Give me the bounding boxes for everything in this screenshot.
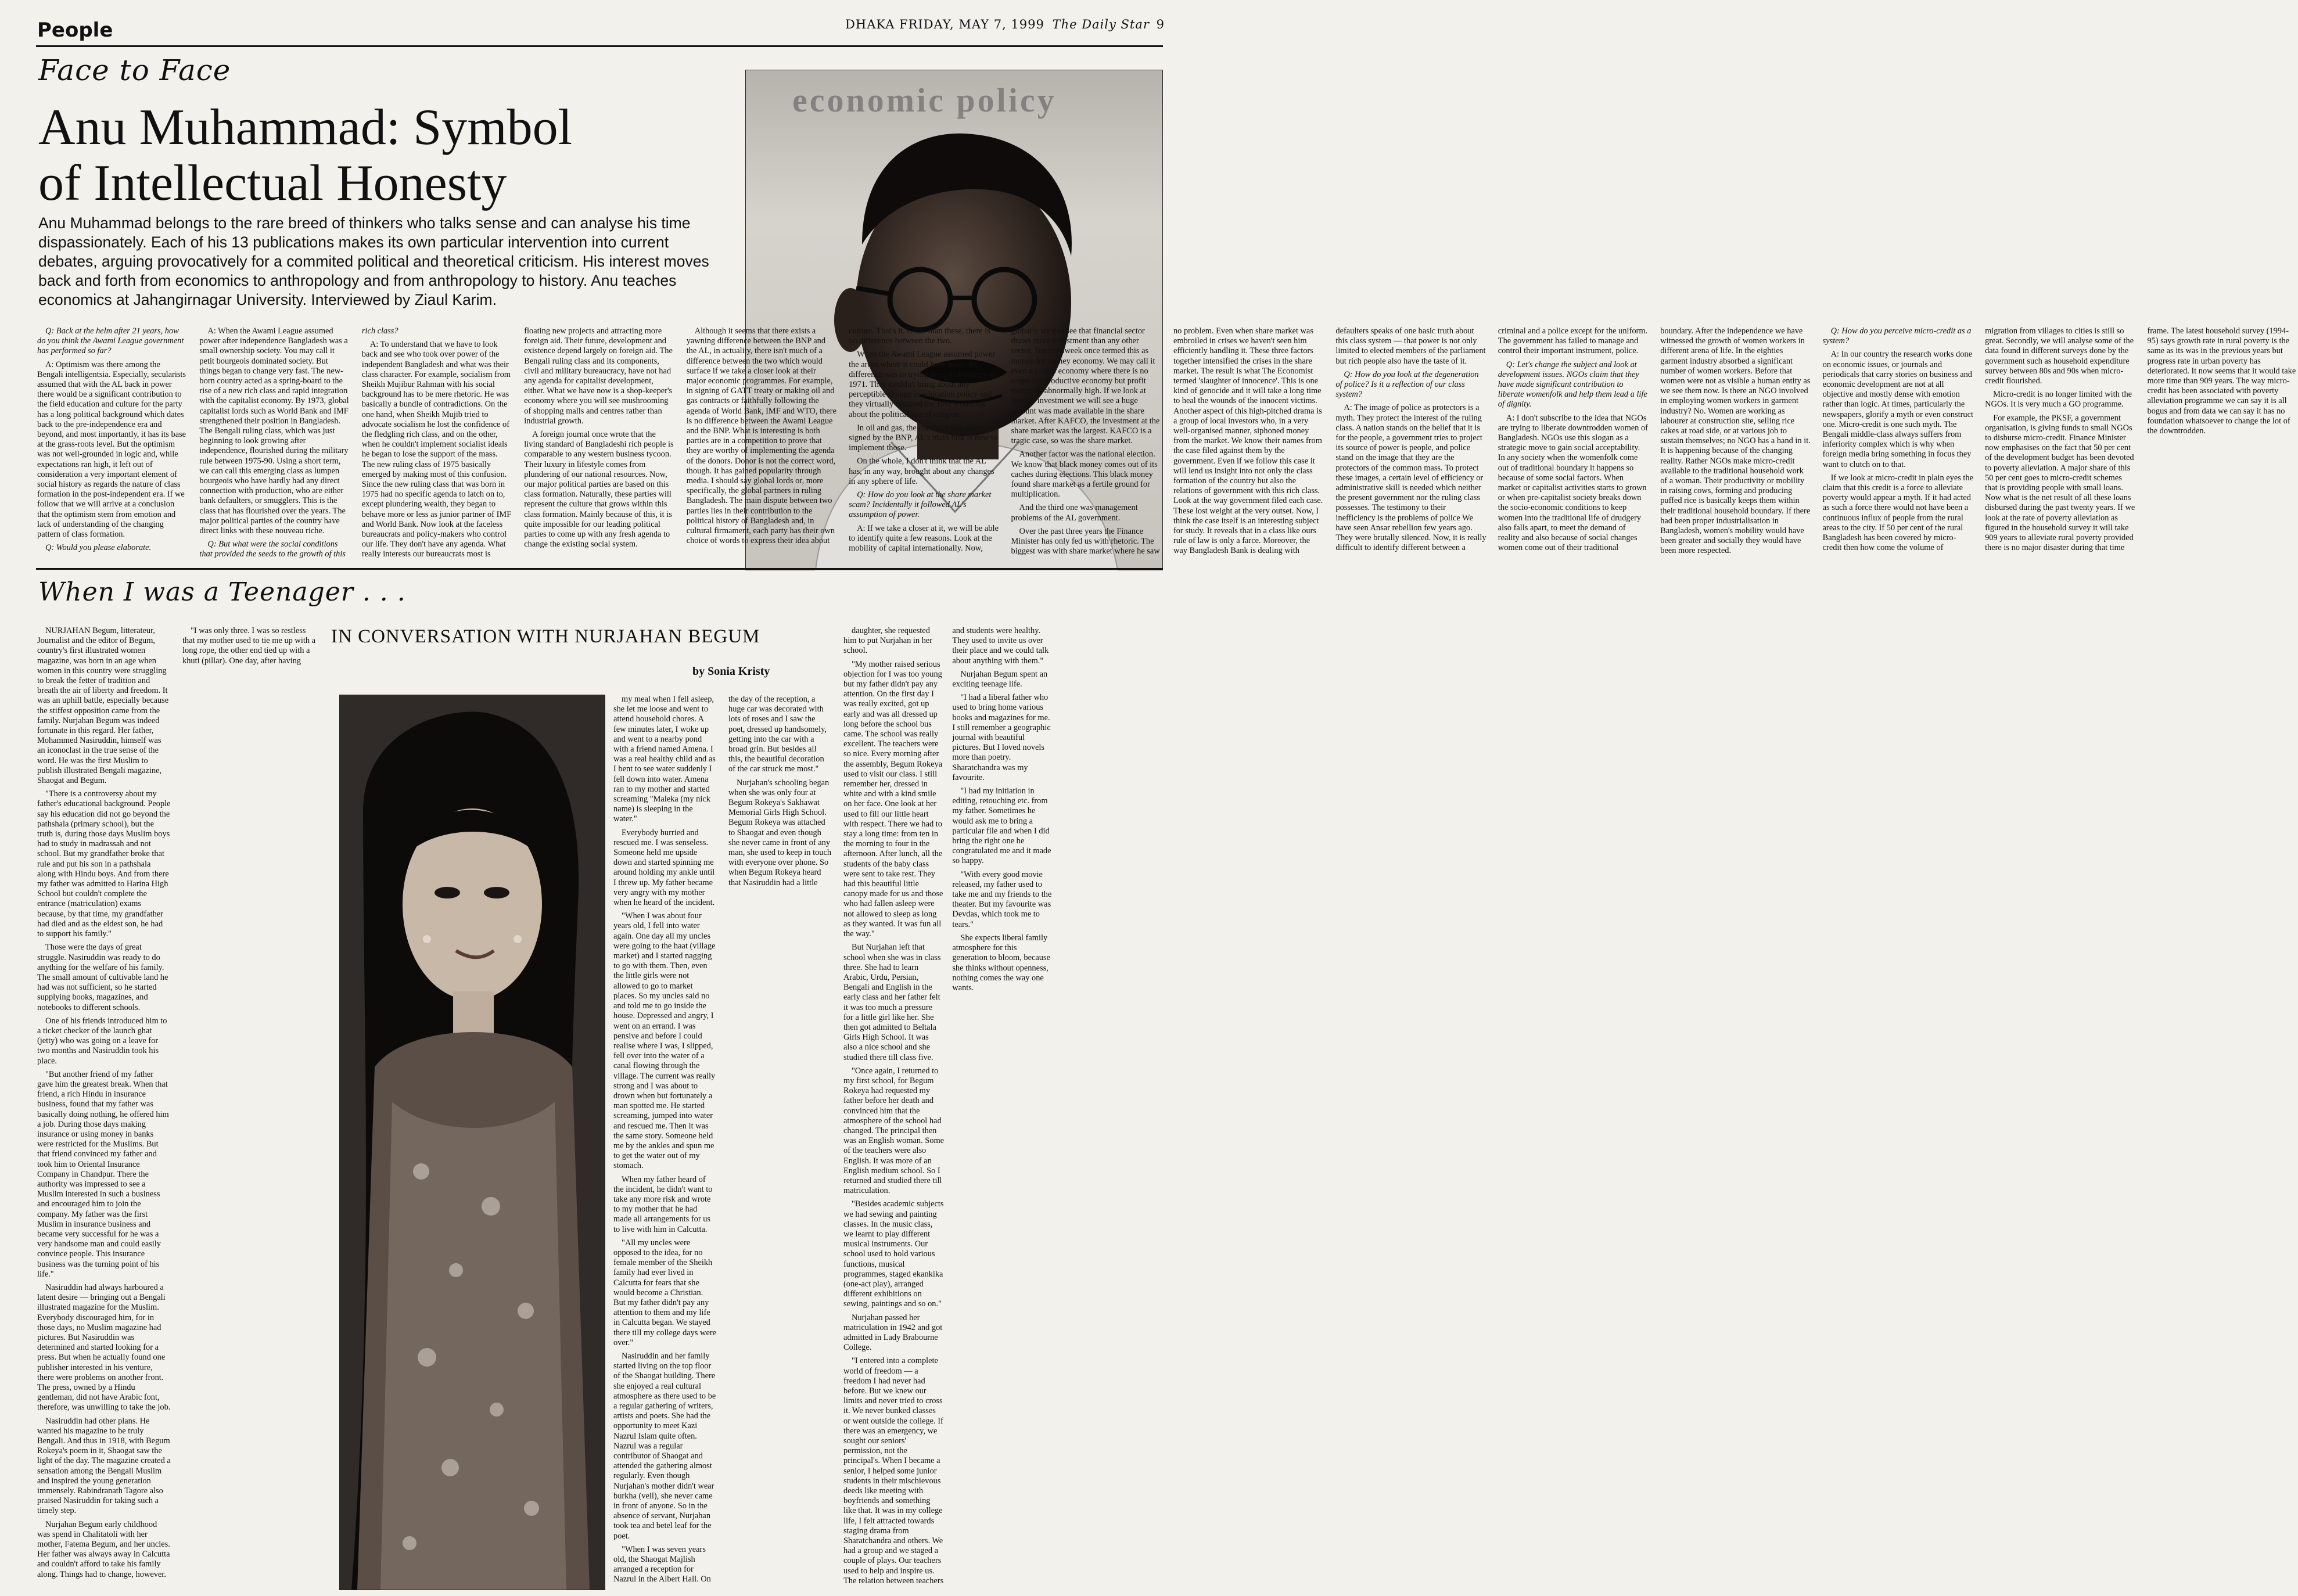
interview-paragraph: Although it seems that there exists a yawning difference between the BNP and the AL, in actuality, there isn't much of a difference between the two which would surface if we take a closer look at their major economic programmes. For example, in signing of GATT treaty or making oil and gas contracts or faithfully following the agenda of World Bank, IMF and WTO, there is no difference between the Awami League and the BNP. What is interesting is both parties are in a competition to prove that they are worthy of implementing the agenda of the donors. Donor is not the correct word, though. It has gained popularity through media. I should say global lords or, more specifically, the global partners in ruling Bangladesh. The main dispute between two parties lies in their contribution to the political history of Bangladesh and, in cultural firmament, each party has their own choice of words to express their idea about culture. That's it. Other than these, there is no difference between the two. [686,326,990,546]
teenager-left-paragraph: "But another friend of my father gave him the greatest break. When that friend, a rich Hindu in insurance business, found that my father was basically doing nothing, he offered him a job. During those days making insurance or using money in banks were restricted for the Muslims. But that friend convinced my father and took him to Oriental Insurance Company in Chandpur. There the authority was impressed to see a Muslim interested in such a business and encouraged him to join the company. My father was the first Muslim in insurance business and became very successful for he was a very handsome man and could easily convince people. This insurance business was the turning point of his life." [37,1069,169,1279]
top-rule [36,45,1163,47]
teenager-right-body [843,626,1162,1590]
interview-paragraph: A: To understand that we have to look back and see who took over power of the independent Bangladesh and what was their class character. For example, socialism from Sheikh Mujibur Rahman with his social background has to be mere rhetoric. He was basically a bundle of contradictions. On the one hand, when Sheikh Mujib tried to advocate socialism he lost the confidence of the fledgling rich class, and on the other, when he couldn't implement socialist ideals he began to lose the support of the mass. The new ruling class of 1975 basically emerged by making most of this confusion. Since the new ruling class that was born in 1975 had no specific agenda to latch on to, except plundering wealth, they began to behave more or less as junior partner of IMF and World Bank. Now look at the faceless bureaucrats and policy-makers who control our life. They don't have any agenda. What really interests our bureaucrats most is floating new projects and attracting more foreign aid. Their future, development and existence depend largely on foreign aid. The Bengali ruling class and its components, civil and military bureaucracy, have not had any agenda for capitalist development, either. What we have now is a shop-keeper's economy where you will see mushrooming of shopping malls and centres rather than industrial growth. [361,326,673,559]
teenager-left-paragraph: Those were the days of great struggle. Nasiruddin was ready to do anything for the welfare of his family. The small amount of cultivable land he had was not sufficient, so he started supplying books, magazines, and notebooks to different schools. [37,943,168,1012]
teenager-mid-paragraph: Nasiruddin and her family started living on the top floor of the Shaogat building. There she enjoyed a real cultural atmosphere as there used to be a regular gathering of writers, artists and poets. She had the opportunity to meet Kazi Nazrul Islam quite often. Nazrul was a regular contributor of Shaogat and attended the gathering almost regularly. Even though Nurjahan's mother didn't wear burkha (veil), she never came in front of anyone. So in the absence of servant, Nurjahan took tea and betel leaf for the poet. [613,1351,716,1541]
teenager-left-paragraph: "I was only three. I was so restless that my mother used to tie me up with a long rope, the other end tied up with a khuti (pillar). One day, after having [182,626,316,666]
nurjahan-begum-photo [339,695,605,1590]
interview-paragraph: Q: Back at the helm after 21 years, how do you think the Awami League government has performed so far? [37,326,184,356]
teenager-right-paragraph: "My mother raised serious objection for I was too young but my father didn't pay any attention. On the first day I was really excited, got up early and was all dressed up long before the school bus came. The school was really excellent. The teachers were so nice. Every morning after the assembly, Begum Rokeya used to visit our class. I still remember her, dressed in white and with a kind smile on her face. One look at her used to fill our little heart with respect. There we had to stay a long time: from ten in the morning to four in the afternoon. After lunch, all the students of the baby class were sent to take rest. They had this beautiful little canopy made for us and those who had fallen asleep were not allowed to sleep as long as they wanted. It was fun all the way." [843,659,943,939]
interview-paragraph: A: I don't subscribe to the idea that NGOs are trying to liberate downtrodden women of Bangladesh. NGOs use this slogan as a strategic move to gain social acceptability. In any society when the womenfolk come out of traditional boundary it happens so because of some social factors. When market or capitalist activities starts to grown or when pre-capitalist society breaks down the socio-economic conditions to keep women into the traditional life of drudgery also falls apart, to meet the demand of reality and also because of social changes women come out of their traditional boundary. After the independence we have witnessed the growth of women workers in different arena of life. In the eighties garment industry absorbed a significant number of women workers. Before that women were not as visible a human entity as we see them now. Is there an NGO involved in employing women workers in garment industry? No. Women are working as labourer at construction site, selling rice cakes at road side, or at various job to sustain themselves; no NGO has a hand in it. It is happening because of the changing reality. Rather NGOs make micro-credit available to the traditional household work of a woman. Their productivity or mobility in raising cows, forming and producing puffed rice is basically keeps them within their traditional household boundary. If there had been proper industrialisation in Bangladesh, women's mobility would have been greater and socially they would have been more respected. [1498,326,1811,556]
teenager-right-paragraph: She expects liberal family atmosphere for this generation to bloom, because she thinks without openness, nothing comes the way one wants. [952,933,1050,993]
teenager-mid-paragraph: Nurjahan's schooling began when she was only four at Begum Rokeya's Sakhawat Memorial Girls High School. Begum Rokeya was attached to Shaogat and even though she never came in front of any man, she used to keep in touch with everyone over phone. So when Begum Rokeya heard that Nasiruddin had a little [728,778,832,887]
headline-line-1: Anu Muhammad: Symbol [38,99,573,156]
photo-background-text: economic policy [792,81,1057,119]
teenager-mid-paragraph: When my father heard of the incident, he didn't want to take any more risk and wrote to my mother that he had made all arrangements for us to live with him in Calcutta. [613,1174,713,1234]
conversation-headline: IN CONVERSATION WITH NURJAHAN BEGUM [331,626,760,647]
interview-paragraph: If we look at micro-credit in plain eyes the claim that this credit is a force to alleviate poverty would appear a myth. If it had acted as such a force there would not have been a continuous influx of people from the rural areas to the city. If 50 per cent of the rural Bangladesh has been covered by micro-credit then how come the volume of migration from villages to cities is still so great. Secondly, we will analyse some of the data found in different surveys done by the government such as household expenditure survey between 80s and 90s when micro-credit flourished. [1822,326,2134,553]
teenager-left-paragraph: NURJAHAN Begum, litterateur, Journalist and the editor of Begum, country's first illustrated women magazine, was born in an age when women in this country were struggling to break the fetter of tradition and breath the air of liberty and freedom. It was an uphill battle, especially because the stiffest opposition came from the family. Nurjahan Begum was indeed fortunate in this regard. Her father, Mohammed Nasiruddin, himself was an iconoclast in the true sense of the word. He was the first Muslim to publish illustrated Bengali magazine, Shaogat and Begum. [37,626,169,786]
interview-paragraph: On the whole, I don't think that the AL has, in any way, brought about any changes in any sphere of life. [849,456,994,486]
paper-name: The Daily Star [1052,17,1150,31]
byline: by Sonia Kristy [692,665,770,678]
teenager-middle-body [613,695,832,1590]
teenager-left-paragraph: Nurjahan Begum early childhood was spend in Chalitatoli with her mother, Fatema Begum, and her uncles. Her father was always away in Calcutta and couldn't afford to take his family along. Things had to change, however. [37,1519,170,1579]
dateline [845,17,1165,31]
teenager-right-paragraph: Nurjahan passed her matriculation in 1942 and got admitted in Lady Brabourne College. [843,1313,943,1353]
teenager-right-paragraph: "I had my initiation in editing, retouching etc. from my father. Sometimes he would ask me to bring a particular file and when I did bring the right one he congratulated me and it made so happy. [952,786,1051,866]
teenager-left-paragraph: "There is a controversy about my father's educational background. People say his education did not go beyond the pathshala (primary school), but the truth is, during those days Muslim boys had to study in madrassah and not school. But my grandfather broke that rule and put his son in a pathshala along with Hindu boys. And from there my father was admitted to Harina High School but couldn't complete the entrance (matriculation) exams because, by that time, my grandfather had died and as the eldest son, he had to support his family." [37,789,171,939]
interview-paragraph: A: In our country the research works done on economic issues, or journals and periodicals that carry stories on business and economic development are not at all objective and mostly dense with emotion rather than logic. At times, particularly the newspapers, glorify a myth or even construct one. Micro-credit is one such myth. The Bengali middle-class always suffers from inferiority complex which is why when foreign media bring something in focus they want to clutch on to that. [1822,350,1973,469]
interview-paragraph: A: If we take a closer at it, we will be able to identify quite a few reasons. Look at the mobility of capital internationally. Now, globally we can see that financial sector draws more investment than any other sector. Businessweek once termed this as money for money economy. We may call it even a casino economy where there is no scope for productive economy but profit margin is abnormally high. If we look at foreign investment we will see a huge amount was made available in the share market. After KAFCO, the investment at the share market was the largest. KAFCO is a tragic case, so was the share market. [849,326,1160,553]
section-label: People [37,19,113,42]
teenager-mid-paragraph: Everybody hurried and rescued me. I was senseless. Someone held me upside down and started spinning me around holding my ankle until I threw up. My father became very angry with my mother when he heard of the incident. [613,828,715,908]
interview-paragraph: Q: How do you perceive micro-credit as a system? [1822,326,1972,346]
teenager-kicker: When I was a Teenager . . . [38,577,406,607]
teenager-right-paragraph: daughter, she requested him to put Nurjahan in her school. [843,626,933,656]
teenager-mid-paragraph: "When I was about four years old, I fell into water again. One day all my uncles were going to the haat (village market) and I started nagging to go with them. Then, even the little girls were not allowed to go to market places. So my uncles said no and told me to go inside the house. Depressed and angry, I went on an errand. I was pensive and before I could realise where I was, I slipped, fell over into the water of a canal flowing through the village. The current was really strong and I was about to drown when but fortunately a man spotted me. He started screaming, jumped into water and rescued me. Then it was the same story. Someone held me by the ankles and spun me to get the water out of my stomach. [613,911,716,1171]
teenager-right-paragraph: But Nurjahan left that school when she was in class three. She had to learn Arabic, Urdu, Persian, Bengali and English in the early class and her father felt it was too much a pressure for a little girl like her. She then got admitted to Beltala Girls High School. It was also a nice school and she studied there till class five. [843,943,941,1062]
teenager-mid-paragraph: "When I was seven years old, the Shaogat Majlish arranged a reception for Nazrul in the Albert Hall. On the day of the reception, a huge car was decorated with lots of roses and I saw the poet, dressed up handsomely, getting into the car with a broad grin. But besides all this, the beautiful decoration of the car struck me most." [613,695,827,1584]
face-to-face-kicker: Face to Face [38,53,231,87]
headline-line-2: of Intellectual Honesty [38,155,507,211]
teenager-mid-paragraph: "All my uncles were opposed to the idea, for no female member of the Sheikh family had ever lived in Calcutta for fears that she would become a Christian. But my father didn't pay any attention to them and my life in Calcutta began. We stayed there till my college days were over." [613,1238,717,1347]
interview-paragraph: Micro-credit is no longer limited with the NGOs. It is very much a GO programme. [1985,390,2132,409]
interview-paragraph: Over the past three years the Finance Minister has only fed us with rhetoric. The biggest was with share market where he saw no problem. Even when share market was embroiled in crises we haven't seen him efficiently handling it. These three factors together intensified the crises in the share market. The result is what The Economist termed 'slaughter of innocence'. This is one kind of genocide and it will take a long time to heal the wounds of the innocent victims. Another aspect of this high-pitched drama is a group of local investors who, in a very well-organised manner, siphoned money from the market. We know their names from the case filed against them by the government. Even if we follow this case it will lend us insight into not only the class formation of the country but also the relations of government with this rich class. Look at the way government filed each case. These lost weight at the very outset. Now, I think the case itself is an interesting subject for study. It reveals that in a class like ours rule of law is only a farce. Moreover, the way Bangladesh Bank is dealing with defaulters speaks of one basic truth about this class system — that power is not only limited to elected members of the parliament but rich people also have the taste of it. [1011,326,1486,556]
intro-standfirst: Anu Muhammad belongs to the rare breed of thinkers who talks sense and can analyse his time dispassionately. Each of his 13 publications makes its own particular intervention into current debates, arguing provocatively for a commited political and theoretical criticism. His interest moves back and forth from economics to anthropology and from anthropology to history. Anu teaches economics at Jahangirnagar University. Interviewed by Ziaul Karim. [38,214,709,308]
teenager-left-paragraph: Nasiruddin had always harboured a latent desire — bringing out a Bengali illustrated magazine for the Muslim. Everybody discouraged him, for in those days, no Muslim magazine had pictures. But Nasiruddin was determined and started looking for a press. But when he actually found one publisher interested in his venture, there were problems on another front. The press, owned by a Hindu gentleman, did not have Arabic font, therefore, was unwilling to take the job. [37,1283,171,1412]
interview-paragraph: For example, the PKSF, a government organisation, is giving funds to small NGOs to disburse micro-credit. Finance Minister now emphasises on the fact that 50 per cent of the development budget has been devoted to poverty alleviation. A major share of this 50 per cent goes to micro-credit schemes that is providing people with small loans. Now what is the net result of all these loans disbursed during the past twenty years. If we look at the rate of poverty alleviation as figured in the household survey it will take 909 years to alleviate rural poverty provided there is no major disaster during that time frame. The latest household survey (1994-95) says growth rate in rural poverty is the same as its was in the previous years but progress rate in urban poverty has deteriorated. It now seems that it would take more time than 909 years. The way micro-credit has been associated with poverty alleviation programme we can say it is all bogus and from data we can say it has no foundation whatsoever to change the lot of the downtrodden. [1985,326,2296,553]
interview-paragraph: A: When the Awami League assumed power after independence Bangladesh was a small ownership society. You may call it petit bourgeois dominated society. But things began to change very fast. The new-born country acted as a spring-board to the rise of a new rich class and rapid integration with the capitalist economy. By 1973, global capitalist lords such as World Bank and IMF strengthened their position in Bangladesh. The Bengali ruling class, which was just beginning to look growing after independence, flourished during the military rule between 1975-90. Using a short term, we can call this emerging class as lumpen bourgeois who have hardly had any direct connection with production, who are either bank defaulters, or smugglers. This is the class that has flourished over the years. The major political parties of the country have direct links with these nouveau riche. [199,326,349,536]
dateline-date: DHAKA FRIDAY, MAY 7, 1999 [845,17,1044,31]
teenager-left-body [37,626,316,1590]
teenager-right-paragraph: "I entered into a complete world of freedom — a freedom I had never had before. But we knew our limits and never tried to cross it. We never bunked classes or went outside the college. If there was an emergency, we sought our seniors' permission, not the principal's. When I became a senior, I helped some junior students in their mischievous deeds like meeting with boyfriends and something like that. It was in my college life, I felt attracted towards staging drama from Sharatchandra and others. We had a group and we staged a couple of plays. Our teachers used to help and inspire us. The relation between teachers and students were healthy. They used to invite us over their place and we could talk about anything with them." [843,626,1049,1586]
interview-paragraph: And the third one was management problems of the AL government. [1011,503,1138,523]
teenager-mid-paragraph: my meal when I fell asleep, she let me loose and went to attend household chores. A few minutes later, I woke up and went to a nearby pond with a friend named Amena. I was a real healthy child and as I bent to see water suddenly I fell down into water. Amena ran to my mother and started screaming "Maleka (my nick name) is sleeping in the water." [613,695,716,824]
interview-paragraph: In oil and gas, the contracts that were signed by the BNP, AL's main task is now to implement those. [849,423,998,453]
teenager-left-paragraph: One of his friends introduced him to a ticket checker of the launch ghat (jetty) who was going on a leave for two months and Nasiruddin took his place. [37,1016,167,1066]
teenager-right-paragraph: "Once again, I returned to my first school, for Begum Rokeya had requested my father before her death and convinced him that the atmosphere of the school had changed. The principal then was an English woman. Some of the teachers were also English. It was more of an English medium school. So I returned and studied there till matriculation. [843,1066,945,1196]
teenager-right-paragraph: Nurjahan Begum spent an exciting teenage life. [952,669,1048,689]
teenager-right-paragraph: "Besides academic subjects we had sewing and painting classes. In the music class, we learnt to play different musical instruments. Our school used to hold various functions, musical programmes, staged ekankika (one-act play), arranged different exhibitions on sewing, paintings and so on." [843,1199,944,1309]
interview-paragraph: Q: Let's change the subject and look at development issues. NGOs claim that they have made significant contribution to liberate womenfolk and help them lead a life of dignity. [1498,360,1647,409]
interview-paragraph: A: Optimism was there among the Bengali intelligentsia. Especially, secularists assumed that with the AL back in power there would be a significant contribution to the field education and culture for the party has a long political background which dates back to the pre-independence era and beyond, and most importantly, it has its base at the grass-roots level. But the optimism was not well-grounded in logic and, while expectations ran high, it left out of consideration a very important element of social history as regards the nature of class formation in the post-independent era. If we follow that we will arrive at a conclusion that the optimism stem from emotion and lack of understanding of the changing pattern of class formation. [37,360,186,540]
interview-paragraph: Q: But what were the social conditions that provided the seeds to the growth of this rich class? [199,326,398,559]
interview-paragraph: Q: Would you please elaborate. [45,543,152,553]
portrait-illustration-2 [340,695,605,1590]
interview-paragraph: A foreign journal once wrote that the living standard of Bangladeshi rich people is comparable to any western business tycoon. Their luxury in lifestyle comes from plundering of our national resources. Now, our major political parties are based on this class formation. Naturally, these parties will represent the culture that grows within this class formation. Mainly because of this, it is quite impossible for our leading political parties to come up with any fresh agenda to change the existing social system. [524,430,674,549]
interview-paragraph: Q: How do you look at the degeneration of police? Is it a reflection of our class system? [1335,369,1479,400]
interview-paragraph: When the Awami League assumed power the areas where it could have made the difference was in trying the collaborators of 1971. They couldn't bring about any perceptible change in education policy and they virtually retained the BNP's outlook about the political use of religion. [849,350,996,419]
teenager-right-paragraph: "With every good movie released, my father used to take me and my friends to the theater. But my favourite was Devdas, which took me to tears." [952,869,1052,929]
interview-paragraph: Q: How do you look at the share market scam? Incidentally it followed AL's assumption of power. [849,490,992,520]
page-number: 9 [1156,17,1165,31]
interview-paragraph: A: The image of police as protectors is a myth. They protect the interest of the ruling class. A nation stands on the belief that it is for the people, a government tries to project its source of power is people, and police stand on the image that they are the protectors of the common mass. To protect these images, a certain level of efficiency or administrative skill is needed which neither the present government nor the ruling class possesses. The testimony to their inefficiency is the problems of police We have seen Ansar rebellion few years ago. They were brutally silenced. Now, it is really difficult to identify different between a criminal and a police except for the uniform. The government has failed to manage and control their important instrument, police. [1335,326,1648,553]
interview-body [37,326,2296,560]
interview-paragraph: Another factor was the national election. We know that black money comes out of its caches during elections. This black money found share market as a fertile ground for multiplication. [1011,450,1158,499]
section-divider-rule [36,568,1163,570]
teenager-left-paragraph: Nasiruddin had other plans. He wanted his magazine to be truly Bengali. And thus in 1918, with Begum Rokeya's poem in it, Shaogat saw the light of the day. The magazine created a sensation among the Bengali Muslim and inspired the young generation immensely. Rabindranath Tagore also praised Nasiruddin for taking such a timely step. [37,1416,171,1516]
headline [38,100,724,211]
teenager-right-paragraph: "I had a liberal father who used to bring home various books and magazines for me. I still remember a geographic journal with beautiful pictures. But I loved novels more than poetry. Sharatchandra was my favourite. [952,693,1051,782]
